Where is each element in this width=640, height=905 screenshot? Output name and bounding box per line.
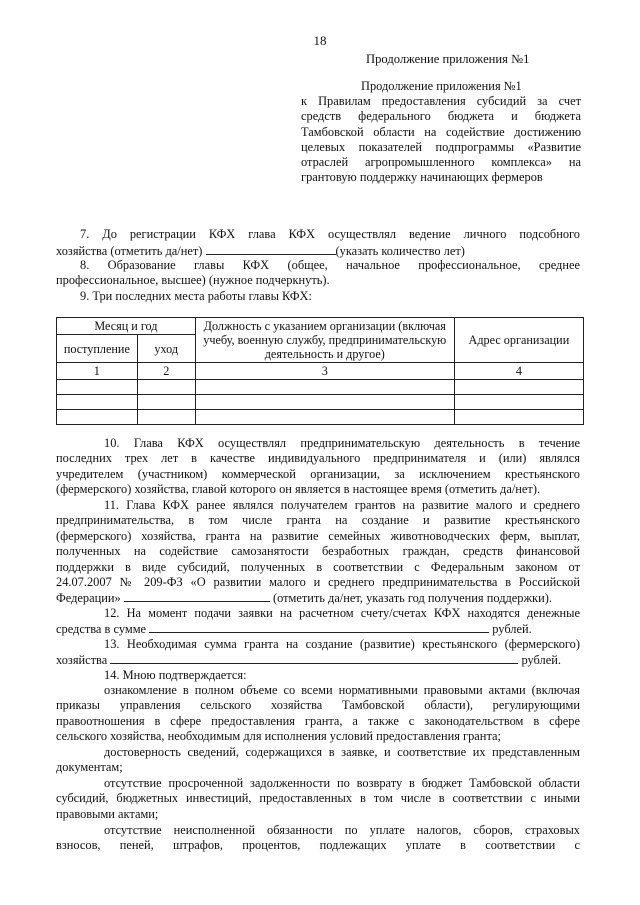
- table-header-entry: поступление: [57, 335, 138, 363]
- table-cell[interactable]: [195, 410, 454, 425]
- item-11-line: полученных на содействие самозанятости безработных граждан, средств финансовой: [56, 544, 580, 559]
- table-cell[interactable]: [57, 410, 138, 425]
- item-10-line: последних трех лет в качестве индивидуального предпринимателя и (или) являлся: [56, 451, 580, 466]
- item-8: [80, 258, 580, 273]
- table-cell: 4: [454, 363, 583, 380]
- item-13: [56, 637, 580, 669]
- item-14-line: достоверность сведений, содержащихся в заявке, и соответствие их представленным: [104, 745, 580, 759]
- header-line: отраслей агропромышленного комплекса» на: [301, 155, 581, 170]
- item-11-note: (отметить да/нет, указать год получения поддержки).: [272, 591, 552, 606]
- header-line: целевых показателей подпрограммы «Развитие: [301, 139, 581, 154]
- grant-amount-field[interactable]: [110, 652, 518, 664]
- header-line: к Правилам предоставления субсидий за счет: [301, 94, 581, 109]
- item-14-line: правоотношения в сфере предоставления гранта, а также с законодательством в сфере: [56, 713, 580, 728]
- item-9: 9. Три последних места работы главы КФХ:: [80, 289, 312, 303]
- item-14-line: взносов, пеней, штрафов, процентов, подлежащих уплате в соответствии с: [56, 838, 580, 853]
- item-14-no-debt: [56, 776, 580, 822]
- item-10-line: (фермерского) хозяйства, главой которого он является в настоящее время (отметить да/нет).: [56, 482, 541, 497]
- item-11-label: Федерации»: [56, 591, 121, 606]
- item-7: [80, 227, 580, 242]
- item-12-line: 12. На момент подачи заявки на расчетном счету/счетах КФХ находятся денежные: [104, 606, 580, 620]
- item-12-label: средства в сумме: [56, 622, 147, 637]
- item-14-line: приказы управления сельского хозяйства Тамбовской области), регулирующими: [56, 698, 580, 713]
- table-cell[interactable]: [195, 395, 454, 410]
- header-line: Продолжение приложения №1: [361, 79, 522, 93]
- table-cell[interactable]: [454, 395, 583, 410]
- header-line: грантовую поддержку начинающих фермеров: [301, 170, 543, 185]
- appendix-header: [301, 79, 581, 185]
- item-7-note: (указать количество лет): [335, 244, 465, 258]
- table-cell: 3: [195, 363, 454, 380]
- item-8-line: профессиональное, высшее) (нужное подчеркнуть).: [56, 273, 330, 287]
- item-14-line: документам;: [56, 760, 123, 775]
- item-8-line: 8. Образование главы КФХ (общее, начальное профессиональное, среднее: [80, 258, 580, 272]
- item-14-reliability: [56, 745, 580, 776]
- item-12-answer: [56, 621, 580, 637]
- account-funds-field[interactable]: [149, 621, 489, 633]
- table-row: [57, 380, 584, 395]
- table-header-month-year: Месяц и год: [57, 318, 196, 335]
- item-14-no-tax: [56, 823, 580, 854]
- support-received-field[interactable]: [124, 590, 270, 602]
- table-cell[interactable]: [137, 395, 195, 410]
- item-14-line: сельского хозяйства, необходимым для исполнения условий предоставления гранта;: [56, 729, 501, 744]
- table-cell[interactable]: [454, 380, 583, 395]
- table-cell: 2: [137, 363, 195, 380]
- item-7-line: 7. До регистрации КФХ глава КФХ осуществлял ведение личного подсобного: [80, 227, 580, 241]
- years-field[interactable]: [206, 243, 336, 255]
- item-7-answer: [56, 243, 465, 259]
- header-line: средств федерального бюджета и бюджета: [301, 109, 581, 124]
- table-row: [57, 395, 584, 410]
- item-14-title: 14. Мною подтверждается:: [104, 668, 247, 682]
- jobs-table: [56, 317, 584, 425]
- table-cell[interactable]: [137, 380, 195, 395]
- table-cell[interactable]: [454, 410, 583, 425]
- item-11-line: (фермерского) хозяйства, гранта на развитие семейных животноводческих ферм, выплат,: [56, 528, 580, 543]
- item-14-line: ознакомление в полном объеме со всеми нормативными правовыми актами (включая: [104, 683, 580, 697]
- item-14-line: правовыми актами;: [56, 806, 159, 821]
- item-11-answer: [56, 590, 580, 606]
- table-number-row: [57, 363, 584, 380]
- table-cell[interactable]: [195, 380, 454, 395]
- item-13-line: 13. Необходимая сумма гранта на создание (развитие) крестьянского (фермерского): [104, 637, 580, 651]
- item-14-line: отсутствие неисполненной обязанности по уплате налогов, сборов, страховых: [104, 823, 580, 837]
- table-header-exit: уход: [137, 335, 195, 363]
- item-14-line: субсидий, бюджетных инвестиций, предоставленных в том числе в соответствии с иными: [56, 791, 580, 806]
- item-13-unit: рублей.: [521, 653, 561, 668]
- item-13-label: хозяйства: [56, 653, 108, 668]
- continuation-title: Продолжение приложения №1: [366, 52, 530, 66]
- table-header-address: Адрес организации: [454, 318, 583, 363]
- item-14-line: отсутствие просроченной задолженности по возврату в бюджет Тамбовской области: [104, 776, 580, 790]
- item-11: [56, 498, 580, 607]
- table-cell[interactable]: [57, 380, 138, 395]
- item-10-line: 10. Глава КФХ осуществлял предпринимательскую деятельность в течение: [104, 436, 580, 450]
- table-cell: 1: [57, 363, 138, 380]
- item-11-line: 24.07.2007 № 209-ФЗ «О развитии малого и среднего предпринимательства в Российской: [56, 575, 580, 590]
- item-10: [56, 436, 580, 498]
- table-header-position: Должность с указанием организации (включая учебу, военную службу, предпринимательскую деятельность и другое): [195, 318, 454, 363]
- item-12-unit: рублей.: [492, 622, 532, 637]
- table-cell[interactable]: [137, 410, 195, 425]
- header-line: Тамбовской области на содействие достижению: [301, 124, 581, 139]
- item-13-answer: [56, 652, 580, 668]
- item-11-line: поддержки в виде субсидий, полученных в соответствии с Федеральным законом от: [56, 559, 580, 574]
- item-14-familiarization: [56, 683, 580, 745]
- page-number: 18: [313, 33, 327, 48]
- item-11-line: 11. Глава КФХ ранее являлся получателем грантов на развитие малого и среднего: [104, 498, 580, 512]
- table-cell[interactable]: [57, 395, 138, 410]
- item-10-line: учредителем (участником) коммерческой организации, за исключением крестьянского: [56, 466, 580, 481]
- item-12: [56, 606, 580, 638]
- table-row: [57, 410, 584, 425]
- item-11-line: предпринимательства, в том числе гранта на создание и развитие крестьянского: [56, 513, 580, 528]
- item-7-label: хозяйства (отметить да/нет): [56, 244, 203, 258]
